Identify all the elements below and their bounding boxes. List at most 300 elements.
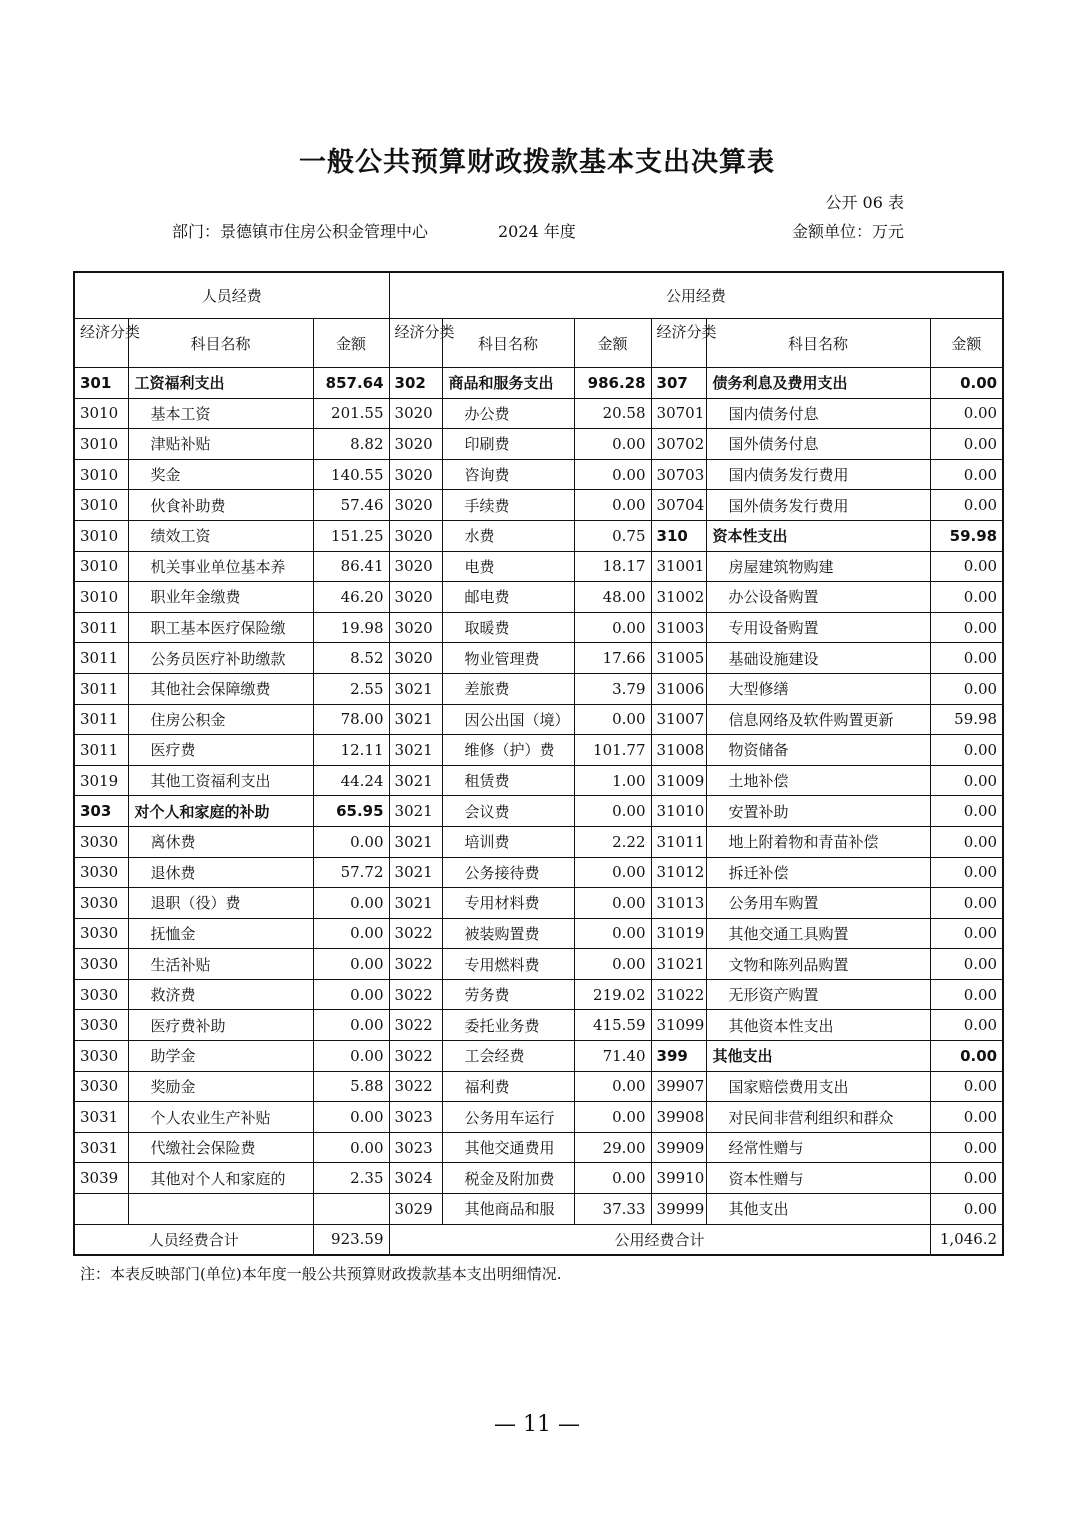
public-goods-name-cell: 其他商品和服 [442,1194,574,1225]
public-goods-amount-cell: 2.22 [574,826,651,857]
public-goods-code-cell: 3021 [389,765,442,796]
personnel-name-cell: 奖金 [128,459,313,490]
public-other-name-cell: 公务用车购置 [706,888,930,919]
group-personnel: 人员经费 [74,272,389,319]
personnel-amount-cell: 12.11 [313,735,389,766]
table-row [74,1194,1003,1225]
amount-unit: 金额单位：万元 [791,222,904,241]
personnel-code-cell: 3019 [74,765,128,796]
personnel-name-cell: 其他对个人和家庭的 [128,1163,313,1194]
form-number: 公开 06 表 [825,193,904,212]
personnel-code-cell: 3011 [74,704,128,735]
public-goods-name-cell: 办公费 [442,398,574,429]
public-other-code-cell: 31013 [651,888,706,919]
col-name: 科目名称 [442,319,574,368]
table-row [74,612,1003,643]
personnel-name-cell: 津贴补贴 [128,429,313,460]
public-other-name-cell: 地上附着物和青苗补偿 [706,826,930,857]
public-goods-code-cell: 3021 [389,735,442,766]
public-other-code-cell: 31002 [651,582,706,613]
table-row [74,1010,1003,1041]
personnel-code-cell: 3030 [74,1010,128,1041]
fiscal-year: 2024 年度 [498,222,576,241]
public-other-name-cell: 基础设施建设 [706,643,930,674]
personnel-amount-cell: 46.20 [313,582,389,613]
personnel-amount-cell: 201.55 [313,398,389,429]
personnel-code-cell: 3030 [74,918,128,949]
personnel-amount-cell: 140.55 [313,459,389,490]
personnel-code-cell: 3011 [74,643,128,674]
table-row [74,490,1003,521]
public-goods-name-cell: 水费 [442,520,574,551]
page-number: — 11 — [494,1412,580,1437]
public-goods-code-cell: 3020 [389,398,442,429]
public-goods-amount-cell: 415.59 [574,1010,651,1041]
public-goods-name-cell: 差旅费 [442,673,574,704]
personnel-code-cell: 3011 [74,612,128,643]
public-other-amount-cell: 0.00 [930,949,1003,980]
personnel-amount-cell: 78.00 [313,704,389,735]
public-other-code-cell: 31007 [651,704,706,735]
public-other-code-cell: 30704 [651,490,706,521]
public-other-amount-cell: 59.98 [930,704,1003,735]
public-other-name-cell: 其他交通工具购置 [706,918,930,949]
personnel-name-cell: 职工基本医疗保险缴 [128,612,313,643]
public-other-code-cell: 31099 [651,1010,706,1041]
col-amount: 金额 [930,319,1003,368]
public-goods-amount-cell: 1.00 [574,765,651,796]
table-row [74,368,1003,399]
public-goods-code-cell: 3022 [389,949,442,980]
public-other-amount-cell: 0.00 [930,1041,1003,1072]
personnel-name-cell: 代缴社会保险费 [128,1132,313,1163]
personnel-code-cell: 3031 [74,1132,128,1163]
col-name: 科目名称 [128,319,313,368]
personnel-amount-cell: 2.35 [313,1163,389,1194]
personnel-name-cell [128,1194,313,1225]
public-goods-code-cell: 3020 [389,490,442,521]
public-goods-name-cell: 会议费 [442,796,574,827]
col-code: 经济分类 [74,319,128,368]
personnel-amount-cell [313,1194,389,1225]
table-row [74,429,1003,460]
public-goods-amount-cell: 0.75 [574,520,651,551]
public-goods-amount-cell: 986.28 [574,368,651,399]
expenditure-table [73,271,1004,1256]
personnel-amount-cell: 86.41 [313,551,389,582]
table-row [74,704,1003,735]
public-goods-amount-cell: 17.66 [574,643,651,674]
public-other-amount-cell: 0.00 [930,368,1003,399]
personnel-amount-cell: 0.00 [313,979,389,1010]
public-goods-code-cell: 3020 [389,459,442,490]
public-goods-amount-cell: 0.00 [574,949,651,980]
public-goods-name-cell: 专用燃料费 [442,949,574,980]
public-goods-name-cell: 被装购置费 [442,918,574,949]
public-other-amount-cell: 0.00 [930,1102,1003,1133]
public-goods-code-cell: 3021 [389,826,442,857]
personnel-code-cell [74,1194,128,1225]
personnel-amount-cell: 0.00 [313,888,389,919]
public-other-amount-cell: 0.00 [930,888,1003,919]
public-other-amount-cell: 0.00 [930,1132,1003,1163]
public-other-name-cell: 资本性赠与 [706,1163,930,1194]
public-other-amount-cell: 0.00 [930,551,1003,582]
personnel-code-cell: 3010 [74,490,128,521]
table-row [74,582,1003,613]
public-goods-name-cell: 物业管理费 [442,643,574,674]
public-goods-name-cell: 电费 [442,551,574,582]
public-goods-amount-cell: 0.00 [574,1071,651,1102]
public-goods-name-cell: 税金及附加费 [442,1163,574,1194]
public-other-code-cell: 39908 [651,1102,706,1133]
personnel-name-cell: 抚恤金 [128,918,313,949]
public-goods-code-cell: 3024 [389,1163,442,1194]
personnel-name-cell: 退职（役）费 [128,888,313,919]
public-other-name-cell: 物资储备 [706,735,930,766]
public-goods-amount-cell: 48.00 [574,582,651,613]
public-goods-amount-cell: 0.00 [574,459,651,490]
public-goods-amount-cell: 18.17 [574,551,651,582]
public-goods-amount-cell: 0.00 [574,1163,651,1194]
public-other-amount-cell: 0.00 [930,1163,1003,1194]
public-goods-amount-cell: 0.00 [574,888,651,919]
public-other-name-cell: 资本性支出 [706,520,930,551]
table-row [74,735,1003,766]
personnel-amount-cell: 8.52 [313,643,389,674]
public-goods-code-cell: 302 [389,368,442,399]
table-row [74,1102,1003,1133]
public-other-code-cell: 310 [651,520,706,551]
table-row [74,918,1003,949]
public-goods-amount-cell: 0.00 [574,612,651,643]
personnel-name-cell: 其他社会保障缴费 [128,673,313,704]
public-goods-code-cell: 3022 [389,1071,442,1102]
personnel-amount-cell: 0.00 [313,949,389,980]
personnel-code-cell: 3010 [74,520,128,551]
public-other-code-cell: 31022 [651,979,706,1010]
personnel-name-cell: 退休费 [128,857,313,888]
public-other-amount-cell: 0.00 [930,1194,1003,1225]
personnel-code-cell: 3031 [74,1102,128,1133]
public-other-name-cell: 国内债务发行费用 [706,459,930,490]
public-other-name-cell: 办公设备购置 [706,582,930,613]
public-other-code-cell: 307 [651,368,706,399]
public-total-label: 公用经费合计 [389,1224,930,1255]
public-other-amount-cell: 0.00 [930,979,1003,1010]
group-public: 公用经费 [389,272,1003,319]
public-goods-amount-cell: 0.00 [574,429,651,460]
personnel-name-cell: 机关事业单位基本养 [128,551,313,582]
personnel-code-cell: 3030 [74,857,128,888]
public-other-code-cell: 39909 [651,1132,706,1163]
personnel-amount-cell: 44.24 [313,765,389,796]
public-goods-amount-cell: 29.00 [574,1132,651,1163]
personnel-name-cell: 奖励金 [128,1071,313,1102]
personnel-name-cell: 个人农业生产补贴 [128,1102,313,1133]
public-goods-name-cell: 其他交通费用 [442,1132,574,1163]
personnel-name-cell: 伙食补助费 [128,490,313,521]
public-total-amount: 1,046.2 [930,1224,1003,1255]
personnel-amount-cell: 57.46 [313,490,389,521]
personnel-code-cell: 3010 [74,459,128,490]
personnel-code-cell: 3010 [74,582,128,613]
public-goods-amount-cell: 37.33 [574,1194,651,1225]
public-other-amount-cell: 0.00 [930,796,1003,827]
public-goods-code-cell: 3022 [389,1041,442,1072]
public-goods-name-cell: 咨询费 [442,459,574,490]
personnel-name-cell: 职业年金缴费 [128,582,313,613]
public-other-code-cell: 31005 [651,643,706,674]
personnel-name-cell: 其他工资福利支出 [128,765,313,796]
col-code: 经济分类 [651,319,706,368]
public-other-amount-cell: 0.00 [930,735,1003,766]
footnote: 注：本表反映部门(单位)本年度一般公共预算财政拨款基本支出明细情况. [80,1265,562,1283]
public-goods-name-cell: 劳务费 [442,979,574,1010]
public-other-amount-cell: 0.00 [930,490,1003,521]
personnel-name-cell: 住房公积金 [128,704,313,735]
table-row [74,888,1003,919]
public-other-code-cell: 30703 [651,459,706,490]
public-goods-name-cell: 因公出国（境） [442,704,574,735]
public-other-code-cell: 30702 [651,429,706,460]
table-row [74,398,1003,429]
table-row [74,1163,1003,1194]
public-goods-code-cell: 3023 [389,1132,442,1163]
personnel-amount-cell: 0.00 [313,1132,389,1163]
column-header-row [74,319,1003,368]
public-other-name-cell: 国外债务发行费用 [706,490,930,521]
table-row [74,826,1003,857]
public-other-code-cell: 31010 [651,796,706,827]
table-row [74,765,1003,796]
public-goods-code-cell: 3020 [389,643,442,674]
public-goods-code-cell: 3021 [389,704,442,735]
personnel-amount-cell: 0.00 [313,826,389,857]
public-other-name-cell: 其他支出 [706,1194,930,1225]
public-other-code-cell: 31019 [651,918,706,949]
table-row [74,796,1003,827]
personnel-name-cell: 绩效工资 [128,520,313,551]
public-other-amount-cell: 59.98 [930,520,1003,551]
personnel-code-cell: 303 [74,796,128,827]
public-other-name-cell: 债务利息及费用支出 [706,368,930,399]
personnel-total-amount: 923.59 [313,1224,389,1255]
personnel-amount-cell: 0.00 [313,1010,389,1041]
personnel-name-cell: 工资福利支出 [128,368,313,399]
personnel-name-cell: 生活补贴 [128,949,313,980]
personnel-amount-cell: 0.00 [313,918,389,949]
table-row [74,1071,1003,1102]
public-goods-code-cell: 3022 [389,1010,442,1041]
personnel-name-cell: 救济费 [128,979,313,1010]
personnel-code-cell: 3030 [74,979,128,1010]
public-other-amount-cell: 0.00 [930,673,1003,704]
col-amount: 金额 [313,319,389,368]
public-goods-name-cell: 印刷费 [442,429,574,460]
public-goods-amount-cell: 20.58 [574,398,651,429]
personnel-code-cell: 3011 [74,735,128,766]
public-goods-name-cell: 维修（护）费 [442,735,574,766]
public-goods-code-cell: 3021 [389,673,442,704]
public-goods-code-cell: 3020 [389,612,442,643]
table-row [74,1132,1003,1163]
public-goods-amount-cell: 71.40 [574,1041,651,1072]
public-goods-code-cell: 3021 [389,888,442,919]
public-goods-code-cell: 3021 [389,796,442,827]
personnel-code-cell: 3010 [74,429,128,460]
totals-row [74,1224,1003,1255]
personnel-code-cell: 301 [74,368,128,399]
public-other-code-cell: 39910 [651,1163,706,1194]
public-other-name-cell: 专用设备购置 [706,612,930,643]
public-goods-name-cell: 邮电费 [442,582,574,613]
public-goods-amount-cell: 0.00 [574,918,651,949]
public-goods-amount-cell: 0.00 [574,1102,651,1133]
public-other-name-cell: 信息网络及软件购置更新 [706,704,930,735]
public-other-name-cell: 文物和陈列品购置 [706,949,930,980]
public-goods-name-cell: 福利费 [442,1071,574,1102]
table-row [74,520,1003,551]
public-other-amount-cell: 0.00 [930,429,1003,460]
public-other-code-cell: 31008 [651,735,706,766]
personnel-code-cell: 3039 [74,1163,128,1194]
public-other-code-cell: 31009 [651,765,706,796]
public-goods-code-cell: 3021 [389,857,442,888]
public-other-name-cell: 安置补助 [706,796,930,827]
personnel-name-cell: 助学金 [128,1041,313,1072]
public-other-code-cell: 31006 [651,673,706,704]
public-other-name-cell: 经常性赠与 [706,1132,930,1163]
public-other-code-cell: 399 [651,1041,706,1072]
personnel-amount-cell: 0.00 [313,1041,389,1072]
personnel-name-cell: 医疗费补助 [128,1010,313,1041]
personnel-code-cell: 3010 [74,551,128,582]
public-other-code-cell: 30701 [651,398,706,429]
public-goods-name-cell: 委托业务费 [442,1010,574,1041]
public-goods-name-cell: 取暖费 [442,612,574,643]
department: 部门：景德镇市住房公积金管理中心 [172,222,429,241]
public-other-code-cell: 39907 [651,1071,706,1102]
public-goods-code-cell: 3022 [389,918,442,949]
public-goods-name-cell: 工会经费 [442,1041,574,1072]
col-name: 科目名称 [706,319,930,368]
public-goods-name-cell: 租赁费 [442,765,574,796]
public-goods-amount-cell: 0.00 [574,490,651,521]
col-amount: 金额 [574,319,651,368]
table-row [74,551,1003,582]
public-goods-code-cell: 3020 [389,551,442,582]
public-goods-amount-cell: 0.00 [574,796,651,827]
public-goods-amount-cell: 3.79 [574,673,651,704]
table-row [74,459,1003,490]
public-other-amount-cell: 0.00 [930,612,1003,643]
personnel-amount-cell: 151.25 [313,520,389,551]
public-goods-code-cell: 3020 [389,520,442,551]
public-goods-name-cell: 公务接待费 [442,857,574,888]
personnel-name-cell: 医疗费 [128,735,313,766]
group-header-row [74,272,1003,319]
public-other-name-cell: 其他支出 [706,1041,930,1072]
personnel-code-cell: 3030 [74,888,128,919]
public-goods-name-cell: 手续费 [442,490,574,521]
personnel-name-cell: 公务员医疗补助缴款 [128,643,313,674]
public-goods-amount-cell: 101.77 [574,735,651,766]
public-other-amount-cell: 0.00 [930,459,1003,490]
public-goods-amount-cell: 0.00 [574,704,651,735]
table-row [74,1041,1003,1072]
col-code: 经济分类 [389,319,442,368]
personnel-amount-cell: 65.95 [313,796,389,827]
personnel-code-cell: 3030 [74,1071,128,1102]
public-other-name-cell: 对民间非营利组织和群众 [706,1102,930,1133]
public-goods-name-cell: 商品和服务支出 [442,368,574,399]
table-row [74,643,1003,674]
public-other-name-cell: 拆迁补偿 [706,857,930,888]
personnel-amount-cell: 2.55 [313,673,389,704]
table-row [74,949,1003,980]
public-other-name-cell: 大型修缮 [706,673,930,704]
public-other-code-cell: 31021 [651,949,706,980]
public-other-code-cell: 31011 [651,826,706,857]
public-goods-code-cell: 3020 [389,582,442,613]
public-other-amount-cell: 0.00 [930,582,1003,613]
personnel-code-cell: 3030 [74,949,128,980]
personnel-amount-cell: 857.64 [313,368,389,399]
public-goods-code-cell: 3020 [389,429,442,460]
table-row [74,857,1003,888]
personnel-code-cell: 3011 [74,673,128,704]
personnel-amount-cell: 8.82 [313,429,389,460]
personnel-amount-cell: 0.00 [313,1102,389,1133]
personnel-code-cell: 3030 [74,826,128,857]
personnel-name-cell: 离休费 [128,826,313,857]
public-other-code-cell: 39999 [651,1194,706,1225]
public-other-name-cell: 土地补偿 [706,765,930,796]
public-other-code-cell: 31003 [651,612,706,643]
personnel-amount-cell: 57.72 [313,857,389,888]
public-goods-name-cell: 专用材料费 [442,888,574,919]
table-row [74,979,1003,1010]
personnel-amount-cell: 5.88 [313,1071,389,1102]
personnel-code-cell: 3030 [74,1041,128,1072]
public-goods-amount-cell: 219.02 [574,979,651,1010]
public-other-amount-cell: 0.00 [930,918,1003,949]
public-other-amount-cell: 0.00 [930,857,1003,888]
personnel-total-label: 人员经费合计 [74,1224,313,1255]
public-other-amount-cell: 0.00 [930,1071,1003,1102]
personnel-name-cell: 对个人和家庭的补助 [128,796,313,827]
public-other-amount-cell: 0.00 [930,643,1003,674]
public-goods-code-cell: 3023 [389,1102,442,1133]
public-other-name-cell: 其他资本性支出 [706,1010,930,1041]
public-goods-amount-cell: 0.00 [574,857,651,888]
public-other-name-cell: 国家赔偿费用支出 [706,1071,930,1102]
public-goods-code-cell: 3029 [389,1194,442,1225]
table-row [74,673,1003,704]
public-other-amount-cell: 0.00 [930,826,1003,857]
public-other-amount-cell: 0.00 [930,398,1003,429]
public-other-code-cell: 31012 [651,857,706,888]
personnel-amount-cell: 19.98 [313,612,389,643]
public-other-name-cell: 无形资产购置 [706,979,930,1010]
public-other-name-cell: 国外债务付息 [706,429,930,460]
public-other-code-cell: 31001 [651,551,706,582]
personnel-name-cell: 基本工资 [128,398,313,429]
personnel-code-cell: 3010 [74,398,128,429]
public-other-name-cell: 国内债务付息 [706,398,930,429]
page-title: 一般公共预算财政拨款基本支出决算表 [299,147,775,178]
